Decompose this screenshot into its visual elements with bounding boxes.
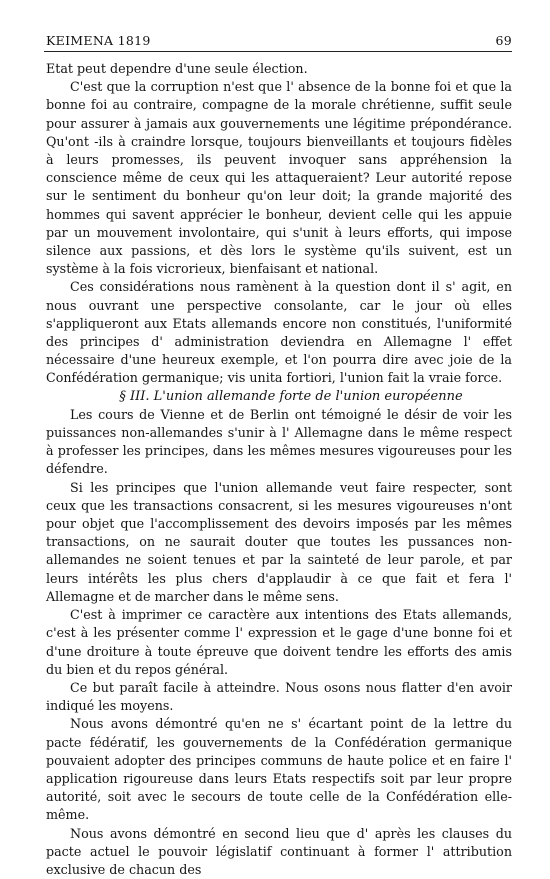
paragraph: Ces considérations nous ramènent à la question dont il s' agit, en nous ouvrant une perspective consolante, car le jour où elles s'appliqueront aux Etats allemands encore non constitués, l'uniformité des principes d' administration deviendra en Allemagne l' effet nécessaire d'une heureux exemple, et l'on pourra dire avec joie de la Confédération germanique; vis unita fortiori, l'union fait la vraie force. [46, 279, 512, 386]
paragraph: Etat peut dependre d'une seule élection. [46, 61, 308, 76]
paragraph: C'est à imprimer ce caractère aux intentions des Etats allemands, c'est à les présenter comme l' expression et le gage d'une bonne foi et d'une droiture à toute épreuve que doivent tendre les efforts des amis du bien et du repos général. [46, 607, 512, 677]
running-header [46, 33, 512, 48]
body-text [46, 60, 512, 879]
paragraph: Les cours de Vienne et de Berlin ont témoigné le désir de voir les puissances non-allemandes s'unir à l' Allemagne dans le même respect à professer les principes, dans les mêmes mesures vigoureuses pour les défendre. [46, 406, 512, 477]
paragraph: C'est que la corruption n'est que l' absence de la bonne foi et que la bonne foi au contraire, compagne de la morale chrétienne, suffit seule pour assurer à jamais aux gouvernements une légitime prépondérance. Qu'ont -ils à craindre lorsque, toujours bienveillants et toujours fidèles à leurs promesses, ils peuvent invoquer sans appréhension la conscience même de ceux qui les attaqueraient? Leur autorité repose sur le sentiment du bonheur qu'on leur doit; la grande majorité des hommes qui savent apprécier le bonheur, devient celle qui les appuie par un mouvement involontaire, qui s'unit à leurs efforts, qui impose silence aux passions, et dès lors le système qu'ils suivent, est un système à la fois vicrorieux, bienfaisant et national. [46, 79, 512, 277]
page-number: 69 [495, 33, 512, 48]
header-rule [44, 51, 512, 52]
paragraph: Ce but paraît facile à atteindre. Nous osons nous flatter d'en avoir indiqué les moyens. [46, 679, 512, 714]
paragraph: Nous avons démontré qu'en ne s' écartant point de la lettre du pacte fédératif, les gouvernements de la Confédération germanique pouvaient adopter des principes communs de haute police et en faire l' application rigoureuse dans leurs Etats respectifs soit par leur propre autorité, soit avec le secours de toute celle de la Confédération elle-même. [46, 716, 512, 823]
paragraph: Nous avons démontré en second lieu que d' après les clauses du pacte actuel le pouvoir législatif continuant à former l' attribution exclusive de chacun des [46, 825, 512, 877]
paragraph: Si les principes que l'union allemande veut faire respecter, sont ceux que les transactions consacrent, si les mesures vigoureuses n'ont pour objet que l'accomplissement des devoirs imposés par les mêmes transactions, on ne saurait douter que toutes les pussances non-allemandes ne soient tenues et par la sainteté de leur parole, et par leurs intérêts les plus chers d'applaudir à ce que fait et fera l' Allemagne et de marcher dans le même sens. [46, 479, 512, 604]
running-title: KEIMENA 1819 [46, 33, 151, 48]
section-title: § III. L'union allemande forte de l'union européenne [119, 388, 463, 404]
